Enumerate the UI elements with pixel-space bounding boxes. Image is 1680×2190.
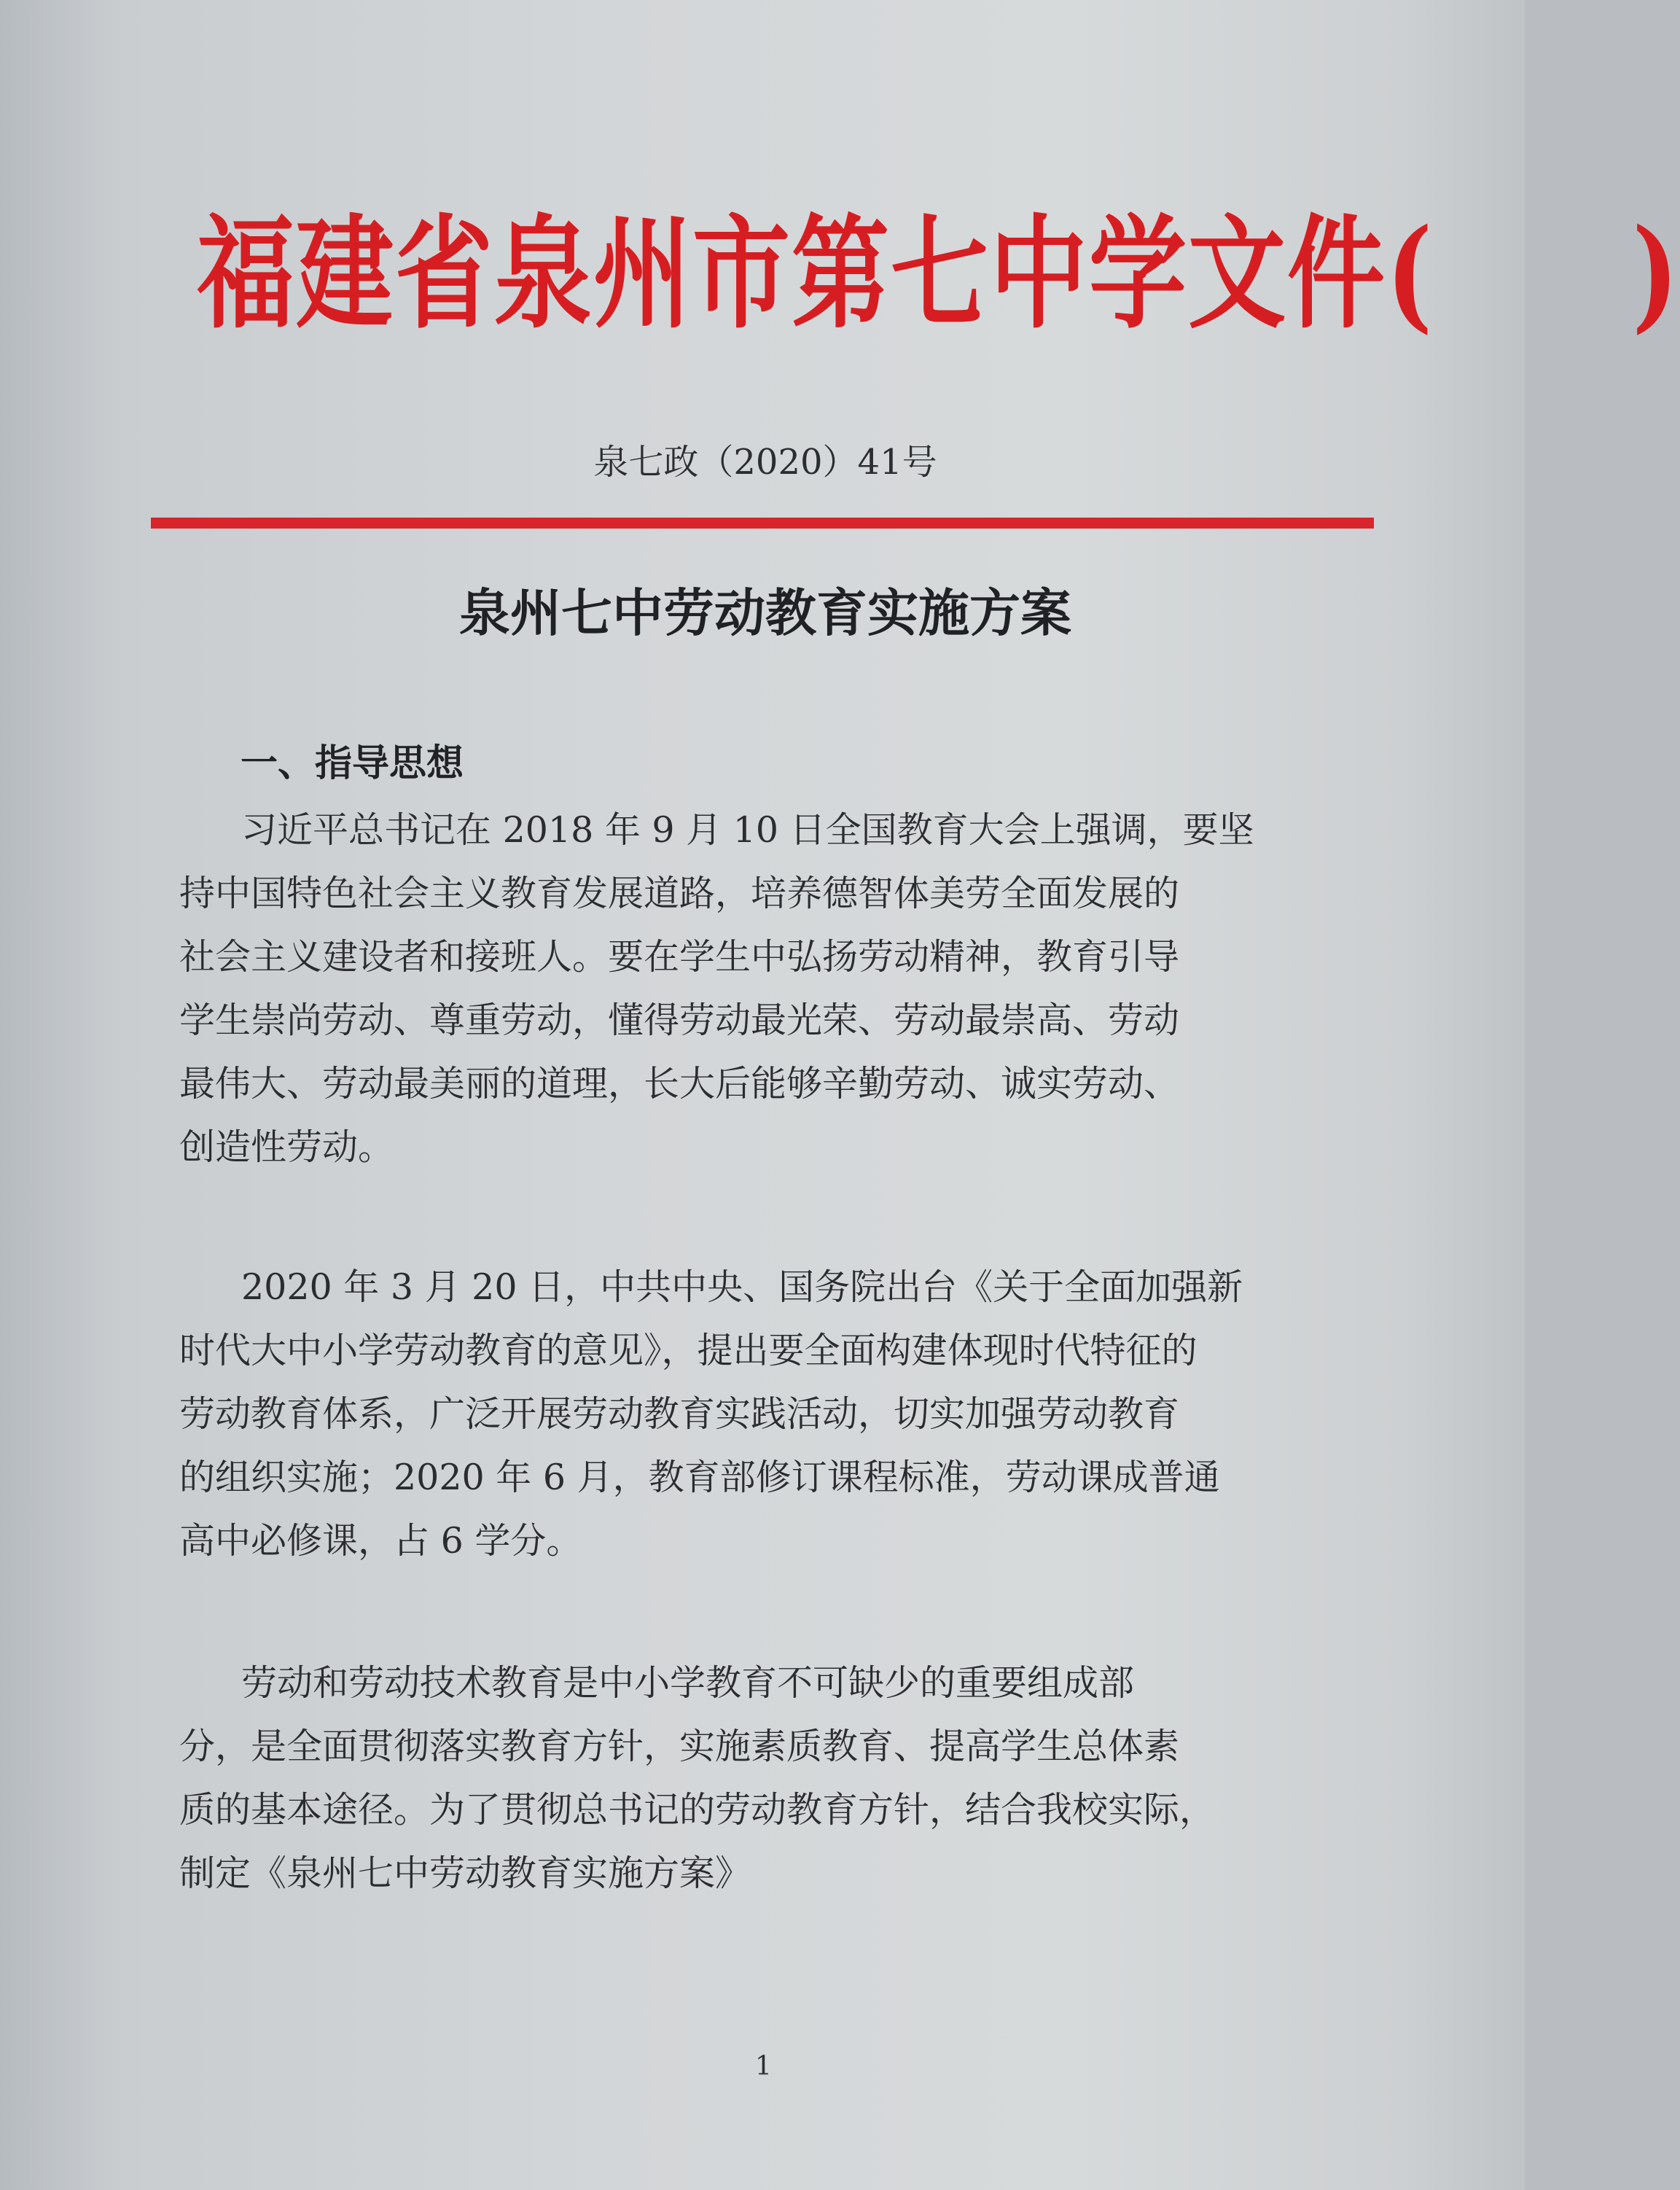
red-divider-rule — [151, 518, 1374, 529]
paragraph-2 — [179, 1255, 1360, 1573]
paragraph-1 — [179, 798, 1360, 1179]
paragraph-line: 持中国特色社会主义教育发展道路，培养德智体美劳全面发展的 — [179, 873, 1180, 914]
page-number: 1 — [755, 2051, 772, 2081]
paragraph-line: 劳动教育体系，广泛开展劳动教育实践活动，切实加强劳动教育 — [179, 1393, 1180, 1435]
paragraph-line: 制定《泉州七中劳动教育实施方案》 — [179, 1852, 751, 1894]
document-number: 泉七政（2020）41号 — [593, 442, 937, 483]
paragraph-line: 创造性劳动。 — [179, 1126, 394, 1168]
paragraph-line: 高中必修课，占 6 学分。 — [179, 1520, 582, 1562]
paragraph-line: 社会主义建设者和接班人。要在学生中弘扬劳动精神，教育引导 — [179, 936, 1180, 978]
paragraph-line: 2020 年 3 月 20 日，中共中央、国务院出台《关于全面加强新 — [241, 1266, 1243, 1308]
paragraph-line: 习近平总书记在 2018 年 9 月 10 日全国教育大会上强调，要坚 — [241, 809, 1254, 851]
paragraph-line: 分，是全面贯彻落实教育方针，实施素质教育、提高学生总体素 — [179, 1726, 1180, 1767]
paragraph-line: 劳动和劳动技术教育是中小学教育不可缺少的重要组成部 — [241, 1662, 1135, 1704]
section-heading-guiding-ideology: 一、指导思想 — [241, 742, 464, 785]
paragraph-line: 质的基本途径。为了贯彻总书记的劳动教育方针，结合我校实际， — [179, 1789, 1216, 1831]
paragraph-line: 时代大中小学劳动教育的意见》，提出要全面构建体现时代特征的 — [179, 1330, 1198, 1371]
red-header-title: 福建省泉州市第七中学文件( ) — [197, 201, 1680, 346]
paragraph-line: 学生崇尚劳动、尊重劳动，懂得劳动最光荣、劳动最崇高、劳动 — [179, 999, 1180, 1041]
paragraph-line: 最伟大、劳动最美丽的道理，长大后能够辛勤劳动、诚实劳动、 — [179, 1063, 1180, 1104]
document-title: 泉州七中劳动教育实施方案 — [459, 582, 1071, 643]
paragraph-line: 的组织实施；2020 年 6 月，教育部修订课程标准，劳动课成普通 — [179, 1457, 1220, 1498]
paragraph-3 — [179, 1651, 1360, 1905]
